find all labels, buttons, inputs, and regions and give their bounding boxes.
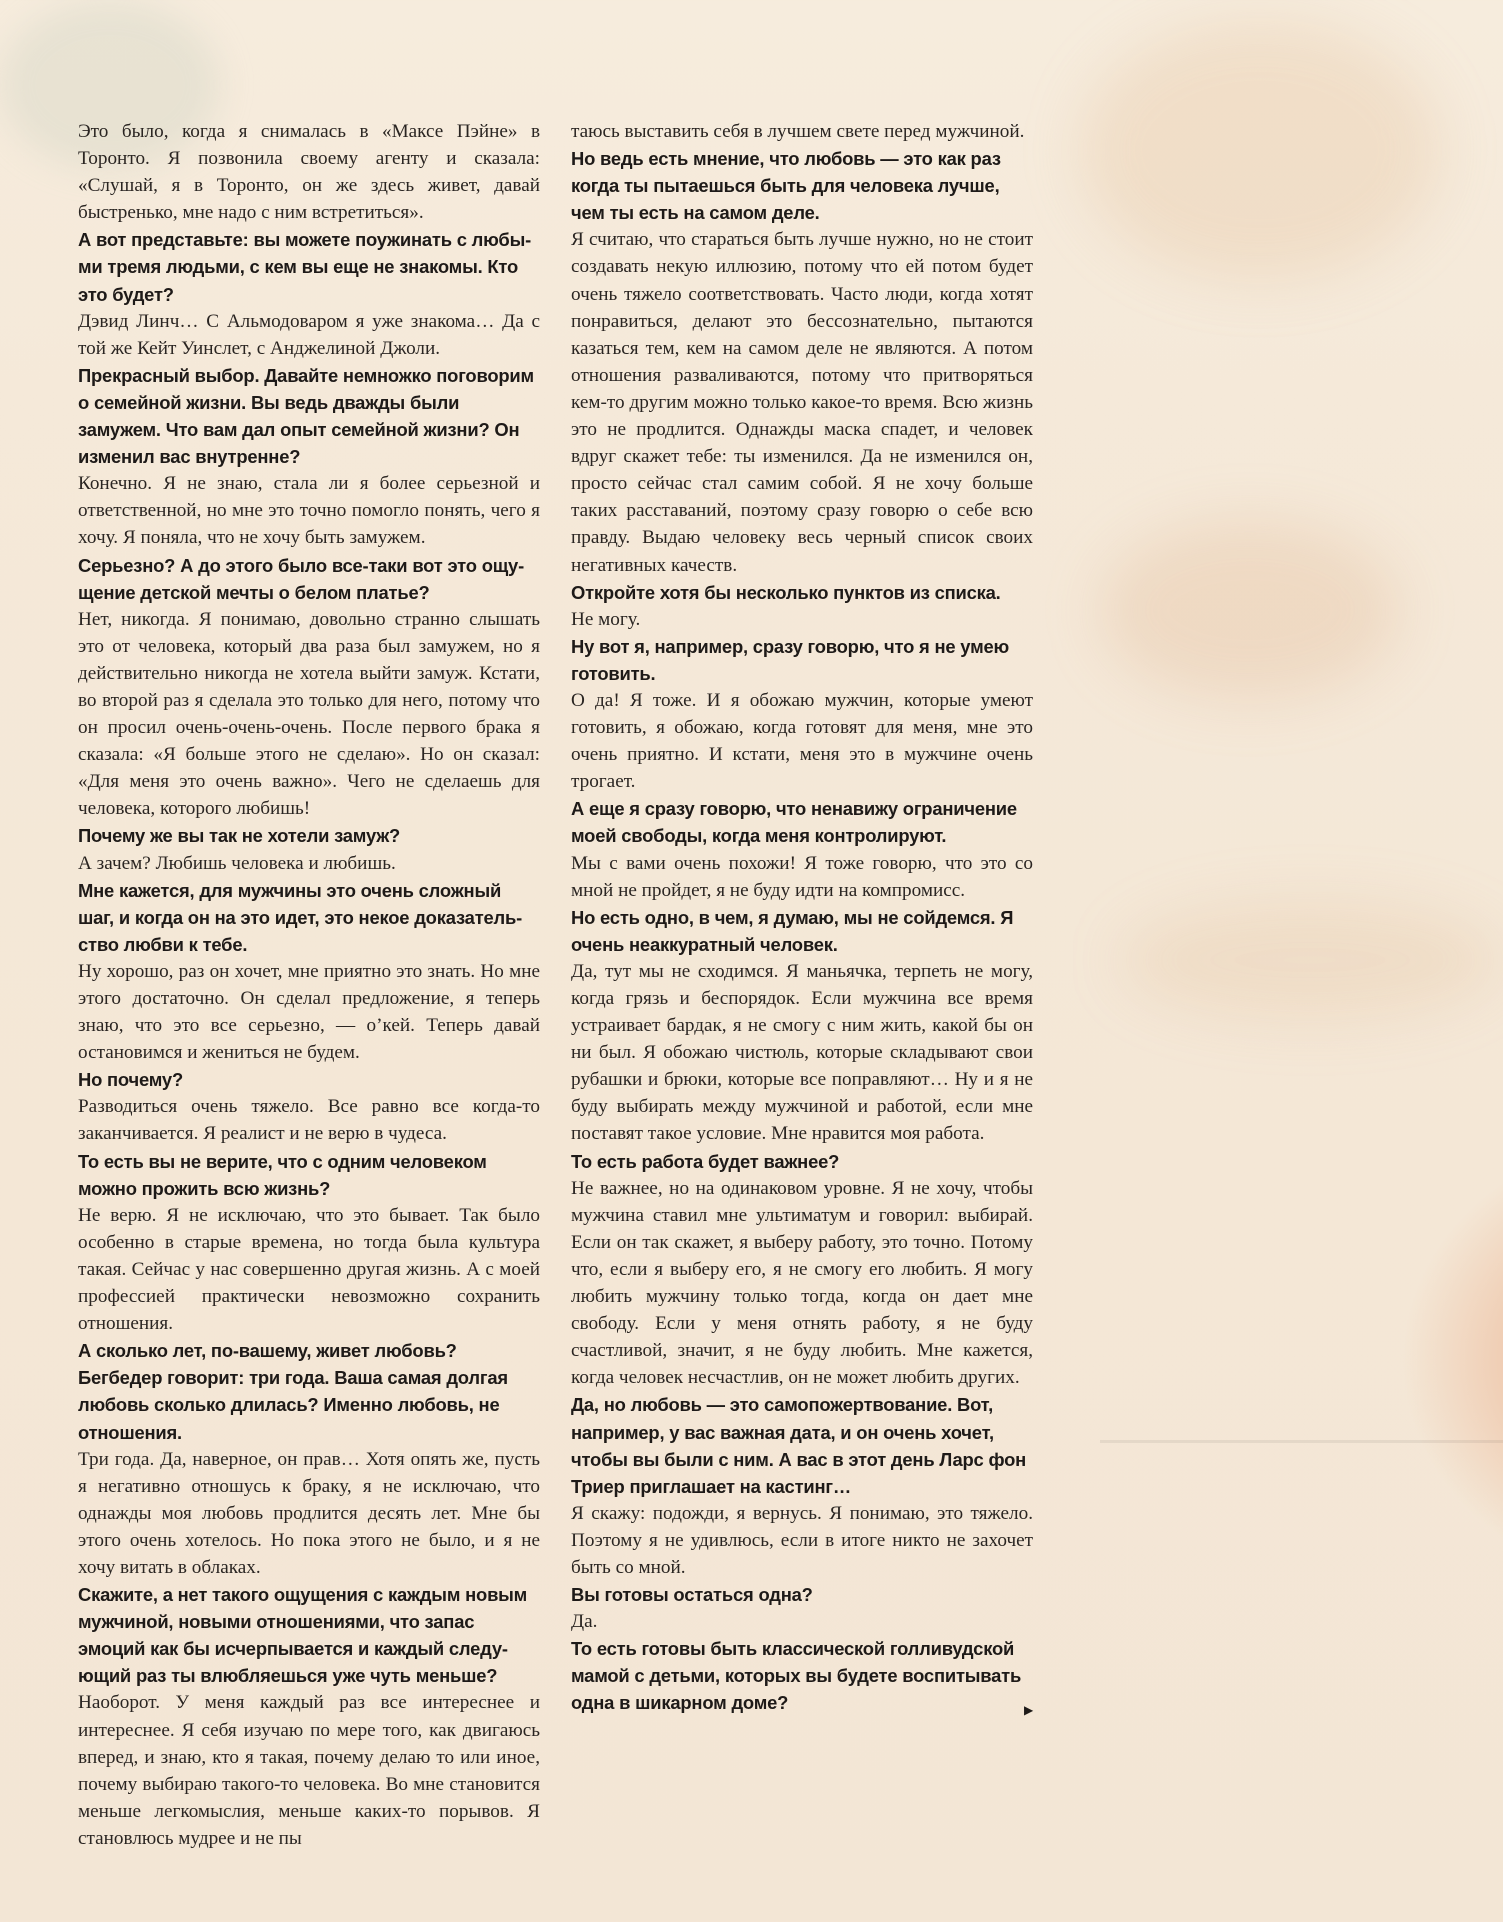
interview-question: Да, но любовь — это самопожертвование. Вот, например, у вас важная дата, и он очень хочет, чтобы вы были с ним. А вас в этот день Ларс фон Триер приглашает на кастинг… <box>571 1394 1027 1497</box>
photo-edge <box>1400 1130 1503 1590</box>
interview-answer: Не могу. <box>571 608 641 630</box>
interview-question: Вы готовы остаться одна? <box>571 1584 813 1606</box>
background-stain <box>1100 520 1400 700</box>
interview-answer: Наоборот. У меня каждый раз все интереснее и интереснее. Я себя изучаю по мере того, как двигаюсь вперед, и знаю, кто я такая, почему делаю то или иное, почему выбираю такого-то человека. Во мне становится меньше легкомыслия, меньше каких-то порывов. Я становлюсь мудрее и не пы <box>78 1692 540 1849</box>
interview-question: Но почему? <box>78 1069 183 1091</box>
interview-answer: Да. <box>571 1611 598 1633</box>
interview-question: Мне кажется, для мужчины это очень сложный шаг, и когда он на это идет, это некое доказательство любви к тебе. <box>78 879 523 955</box>
interview-question: То есть вы не верите, что с одним человеком можно прожить всю жизнь? <box>78 1150 487 1199</box>
continue-arrow-icon: ▶ <box>1023 1703 1033 1718</box>
interview-question: А сколько лет, по-вашему, живет любовь? Бегбедер говорит: три года. Ваша самая долгая любовь сколько длилась? Именно любовь, не отношения. <box>78 1340 508 1443</box>
interview-answer: О да! Я тоже. И я обожаю мужчин, которые умеют готовить, я обожаю, когда готовят для меня, мне это очень приятно. И кстати, меня это в мужчине очень трогает. <box>571 689 1033 793</box>
interview-question: Почему же вы так не хотели замуж? <box>78 825 401 847</box>
left-column <box>78 118 540 1852</box>
interview-question: Но ведь есть мнение, что любовь — это как раз когда ты пытаешься быть для человека лучше, чем ты есть на самом деле. <box>571 148 1001 224</box>
interview-question: Скажите, а нет такого ощущения с каждым новым мужчиной, новыми отношениями, что запас эмоций как бы исчерпывается и каждый следующий раз ты влюбляешься уже чуть меньше? <box>78 1584 528 1687</box>
interview-question: А вот представьте: вы можете поужинать с любыми тремя людьми, с кем вы еще не знакомы. Кто это будет? <box>78 229 532 305</box>
background-stain <box>1080 20 1440 280</box>
interview-answer: Да, тут мы не сходимся. Я маньячка, терпеть не могу, когда грязь и беспорядок. Если мужчина все время устраивает бардак, я не смогу с ним жить, какой бы он ни был. Я обожаю чистюль, которые складывают свои рубашки и брюки, которые все поправляют… Ну и я не буду выбирать между мужчиной и работой, если мне поставят такое условие. Мне нравится моя работа. <box>571 960 1033 1145</box>
interview-answer: Нет, никогда. Я понимаю, довольно странно слышать это от человека, который два раза был замужем, но я действительно никогда не хотела выйти замуж. Кстати, во второй раз я сделала это только для него, потому что он просил очень-очень-очень. После первого брака я сказала: «Я больше этого не сделаю». Но он сказал: «Для меня это очень важно». Чего не сделаешь для человека, которого любишь! <box>78 608 540 820</box>
interview-answer: Разводиться очень тяжело. Все равно все когда-то заканчивается. Я реалист и не верю в чудеса. <box>78 1096 540 1145</box>
paper-crease <box>1100 1440 1503 1443</box>
interview-question: То есть работа будет важнее? <box>571 1150 840 1172</box>
interview-answer: Это было, когда я снималась в «Максе Пэйне» в Торонто. Я позвонила своему агенту и сказала: «Слушай, я в Торонто, он же здесь живет, давай быстренько, мне надо с ним встретиться». <box>78 121 540 224</box>
interview-answer: Три года. Да, наверное, он прав… Хотя опять же, пусть я негативно отношусь к браку, я не исключаю, что однажды моя любовь продлится десять лет. Мне бы этого очень хотелось. Но пока этого не было, и я не хочу витать в облаках. <box>78 1448 540 1578</box>
interview-question: Прекрасный выбор. Давайте немножко поговорим о семейной жизни. Вы ведь дважды были замужем. Что вам дал опыт семейной жизни? Он изменил вас внутренне? <box>78 364 534 468</box>
interview-answer: Ну хорошо, раз он хочет, мне приятно это знать. Но мне этого достаточно. Он сделал предложение, я теперь знаю, что это все серьезно, — о’кей. Теперь давай остановимся и жениться не будем. <box>78 960 540 1064</box>
interview-question: То есть готовы быть классической голливудской мамой с детьми, которых вы будете воспитывать одна в шикарном доме? ▶ <box>571 1635 1033 1716</box>
interview-question: А еще я сразу говорю, что ненавижу ограничение моей свободы, когда меня контролируют. <box>571 798 1017 847</box>
interview-answer: Я считаю, что стараться быть лучше нужно, но не стоит создавать некую иллюзию, потому что ей потом будет очень тяжело соответствовать. Часто люди, когда хотят понравиться, делают это бессознательно, пытаются казаться тем, кем на самом деле не являются. А потом отношения разваливаются, потому что притворяться кем-то другим можно только какое-то время. Всю жизнь это не продлится. Однажды маска спадет, и человек вдруг скажет тебе: ты изменился. Да не изменился он, просто сейчас стал самим собой. Я не хочу больше таких расставаний, поэтому сразу говорю о себе всю правду. Выдаю человеку весь черный список своих негативных качеств. <box>571 229 1033 576</box>
interview-question: Откройте хотя бы несколько пунктов из списка. <box>571 581 1001 603</box>
interview-answer: таюсь выставить себя в лучшем свете перед мужчиной. <box>571 121 1025 142</box>
interview-question: Ну вот я, например, сразу говорю, что я не умею готовить. <box>571 635 1010 684</box>
background-stain <box>1120 900 1500 1020</box>
interview-answer: Мы с вами очень похожи! Я тоже говорю, что это со мной не пройдет, я не буду идти на компромисс. <box>571 852 1033 901</box>
interview-question: Но есть одно, в чем, я думаю, мы не сойдемся. Я очень неаккуратный человек. <box>571 906 1014 955</box>
interview-answer: Не верю. Я не исключаю, что это бывает. Так было особенно в старые времена, но тогда была культура такая. Сейчас у нас совершенно другая жизнь. А с моей профессией практически невозможно сохранить отношения. <box>78 1204 540 1335</box>
interview-answer: Конечно. Я не знаю, стала ли я более серьезной и ответственной, но мне это точно помогло понять, чего я хочу. Я поняла, что не хочу быть замужем. <box>78 473 540 549</box>
interview-question: Серьезно? А до этого было все-таки вот это ощущение детской мечты о белом платье? <box>78 554 525 603</box>
interview-answer: А зачем? Любишь человека и любишь. <box>78 852 396 874</box>
interview-answer: Не важнее, но на одинаковом уровне. Я не хочу, чтобы мужчина ставил мне ультиматум и говорил: выбирай. Если он так скажет, я выберу работу, это точно. Потому что, если я выберу его, я не смогу его любить. Я могу любить мужчину только тогда, когда он дает мне свободу. Если у меня отнять работу, я не буду счастливой, значит, я не буду любить. Мне кажется, когда человек несчастлив, он не может любить других. <box>571 1177 1033 1389</box>
interview-answer: Дэвид Линч… С Альмодоваром я уже знакома… Да с той же Кейт Уинслет, с Анджелиной Джоли. <box>78 310 540 359</box>
interview-answer: Я скажу: подожди, я вернусь. Я понимаю, это тяжело. Поэтому я не удивлюсь, если в итоге никто не захочет быть со мной. <box>571 1502 1033 1578</box>
right-column <box>571 118 1033 1725</box>
